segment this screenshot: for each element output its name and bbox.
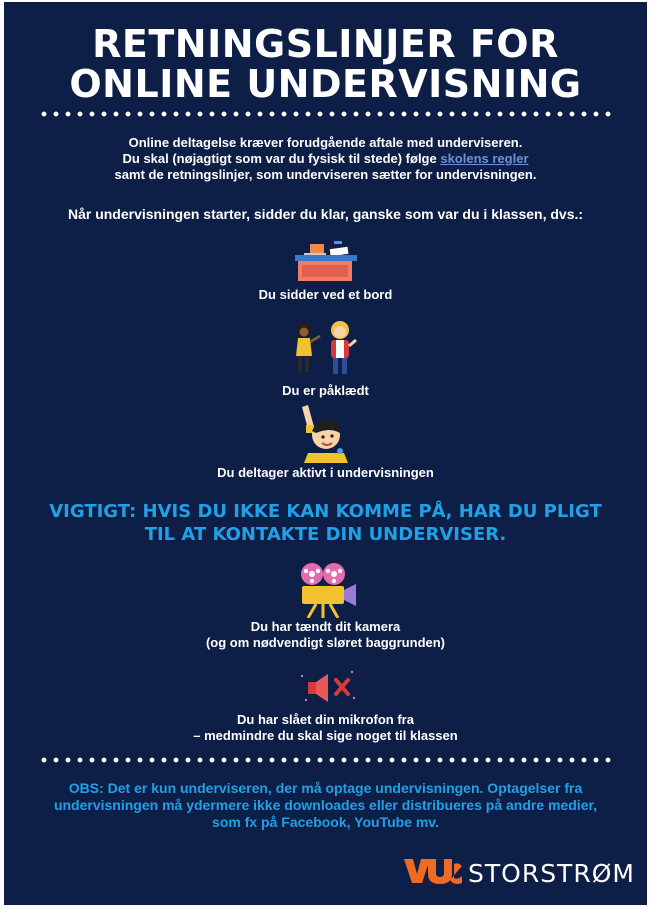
- vuc-logo-mark-icon: [404, 856, 462, 886]
- intro-line1: Online deltagelse kræver forudgående aftale med underviseren.: [128, 135, 523, 150]
- obs-line2: undervisningen må ydermere ikke downloades eller distribueres på andre medier,: [53, 797, 598, 813]
- intro-line2-text: Du skal (nøjagtigt som var du fysisk til stede) følge: [122, 151, 441, 166]
- dressed-label: Du er påklædt: [282, 383, 369, 398]
- speaker-muted-icon: [296, 668, 360, 706]
- camera-label-line2: (og om nødvendigt sløret baggrunden): [205, 635, 446, 650]
- logo-wordmark: STORSTRØM: [468, 859, 635, 888]
- page-title-line1: RETNINGSLINJER FOR: [92, 22, 559, 66]
- intro-line2: [4, 151, 647, 167]
- vuc-storstrom-logo: [404, 855, 635, 889]
- dotted-divider-bottom: [38, 757, 614, 763]
- school-rules-link[interactable]: skolens regler: [440, 151, 529, 166]
- mic-label-line1: Du har slået din mikrofon fra: [237, 712, 414, 727]
- obs-line1: OBS: Det er kun underviseren, der må optage undervisningen. Optagelser fra: [68, 780, 583, 796]
- raised-hand-icon: [296, 405, 352, 463]
- lead-text: Når undervisningen starter, sidder du klar, ganske som var du i klassen, dvs.:: [67, 206, 584, 222]
- dressed-people-icon: [290, 318, 362, 378]
- camera-label-line1: Du har tændt dit kamera: [250, 619, 401, 634]
- film-camera-icon: [294, 560, 360, 618]
- important-line1: VIGTIGT: HVIS DU IKKE KAN KOMME PÅ, HAR DU PLIGT: [49, 501, 602, 522]
- poster: [4, 2, 647, 905]
- page-title-line2: ONLINE UNDERVISNING: [69, 62, 582, 106]
- desk-laptop-icon: [290, 236, 360, 284]
- important-line2: TIL AT KONTAKTE DIN UNDERVISER.: [144, 524, 507, 545]
- mic-label-line2: – medmindre du skal sige noget til klassen: [193, 728, 458, 743]
- desk-label: Du sidder ved et bord: [258, 287, 393, 302]
- obs-line3: som fx på Facebook, YouTube mv.: [212, 814, 439, 830]
- dotted-divider-top: [38, 111, 614, 117]
- active-label: Du deltager aktivt i undervisningen: [217, 465, 434, 480]
- intro-line3: samt de retningslinjer, som underviseren sætter for undervisningen.: [114, 167, 537, 182]
